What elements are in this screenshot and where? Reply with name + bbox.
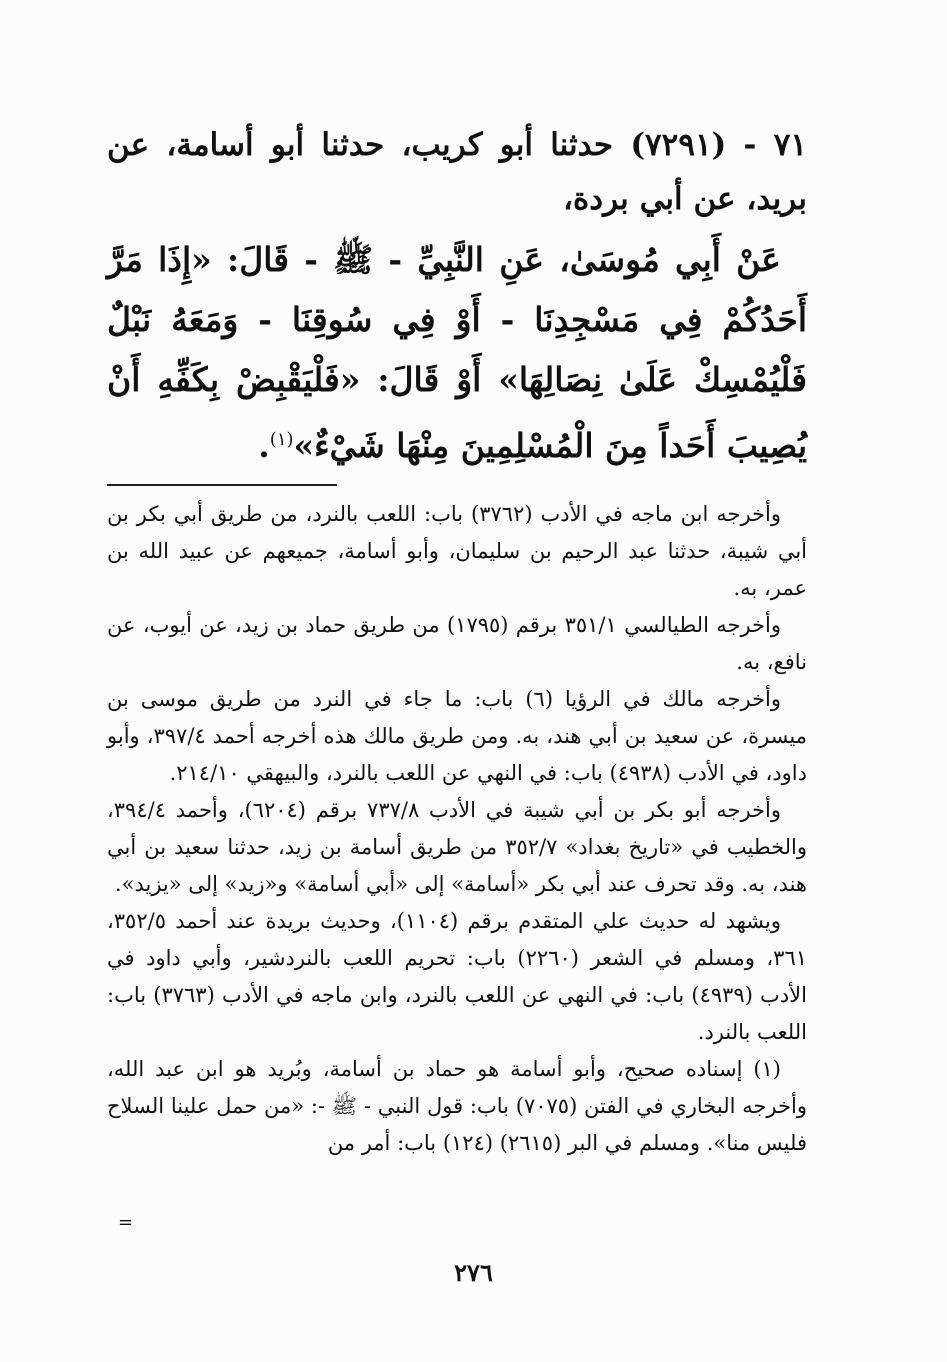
footnote-paragraph: وأخرجه مالك في الرؤيا (٦) باب: ما جاء في النرد من طريق موسى بن ميسرة، عن سعيد بن أبي هند، به. ومن طريق مالك هذه أخرجه أحمد ٣٩٧/٤، وأبو داود، في الأدب (٤٩٣٨) باب: في النهي عن اللعب بالنرد، والبيهقي ٢١٤/١٠. bbox=[107, 687, 808, 785]
hadith-end: . bbox=[258, 426, 270, 465]
continuation-mark: = bbox=[118, 1212, 134, 1233]
footnote-paragraph: وأخرجه ابن ماجه في الأدب (٣٧٦٢) باب: اللعب بالنرد، من طريق أبي بكر بن أبي شيبة، حدثنا عبد الرحيم بن سليمان، وأبو أسامة، جميعهم عن عبيد الله بن عمر، به. bbox=[107, 502, 807, 600]
footnote-separator bbox=[107, 484, 337, 486]
footnote-paragraph: وأخرجه أبو بكر بن أبي شيبة في الأدب ٧٣٧/٨ برقم (٦٢٠٤)، وأحمد ٣٩٤/٤، والخطيب في «تاريخ بغداد» ٣٥٢/٧ من طريق أسامة بن زيد، حدثنا سعيد بن أبي هند، به. وقد تحرف عند أبي بكر «أسامة» إلى «أبي أسامة» و«زيد» إلى «يزيد». bbox=[107, 798, 807, 896]
page-content bbox=[107, 118, 807, 1162]
footnote-paragraph: (١) إسناده صحيح، وأبو أسامة هو حماد بن أسامة، وبُريد هو ابن عبد الله، وأخرجه البخاري في الفتن (٧٠٧٥) باب: قول النبي - ﷺ -: «من حمل علينا السلاح فليس منا». ومسلم في البر (٢٦١٥) (١٢٤) باب: أمر من bbox=[107, 1057, 807, 1155]
footnote-ref: (١) bbox=[269, 429, 294, 450]
footnote-separator-wrap bbox=[107, 484, 807, 486]
footnote-paragraph: وأخرجه الطيالسي ٣٥١/١ برقم (١٧٩٥) من طريق حماد بن زيد، عن أيوب، عن نافع، به. bbox=[107, 613, 807, 674]
page-number: ٢٧٦ bbox=[454, 1258, 493, 1287]
hadith-isnad: ٧١ - (٧٢٩١) حدثنا أبو كريب، حدثنا أبو أسامة، عن بريد، عن أبي بردة، bbox=[107, 127, 807, 217]
hadith-matn bbox=[107, 230, 807, 476]
hadith-matn-text: عَنْ أَبِي مُوسَىٰ، عَنِ النَّبِيِّ - ﷺ - قَالَ: «إِذَا مَرَّ أَحَدُكُمْ فِي مَسْجِدِنَا - أَوْ فِي سُوقِنَا - وَمَعَهُ نَبْلٌ فَلْيُمْسِكْ عَلَىٰ نِصَالِهَا» أَوْ قَالَ: «فَلْيَقْبِضْ بِكَفِّهِ أَنْ يُصِيبَ أَحَداً مِنَ الْمُسْلِمِينَ مِنْهَا شَيْءٌ» bbox=[107, 240, 807, 465]
footnote-paragraph: ويشهد له حديث علي المتقدم برقم (١١٠٤)، وحديث بريدة عند أحمد ٣٥٢/٥، ٣٦١، ومسلم في الشعر (٢٢٦٠) باب: تحريم اللعب بالنردشير، وأبي داود في الأدب (٤٩٣٩) باب: في النهي عن اللعب بالنرد، وابن ماجه في الأدب (٣٧٦٣) باب: اللعب بالنرد. bbox=[107, 909, 808, 1044]
